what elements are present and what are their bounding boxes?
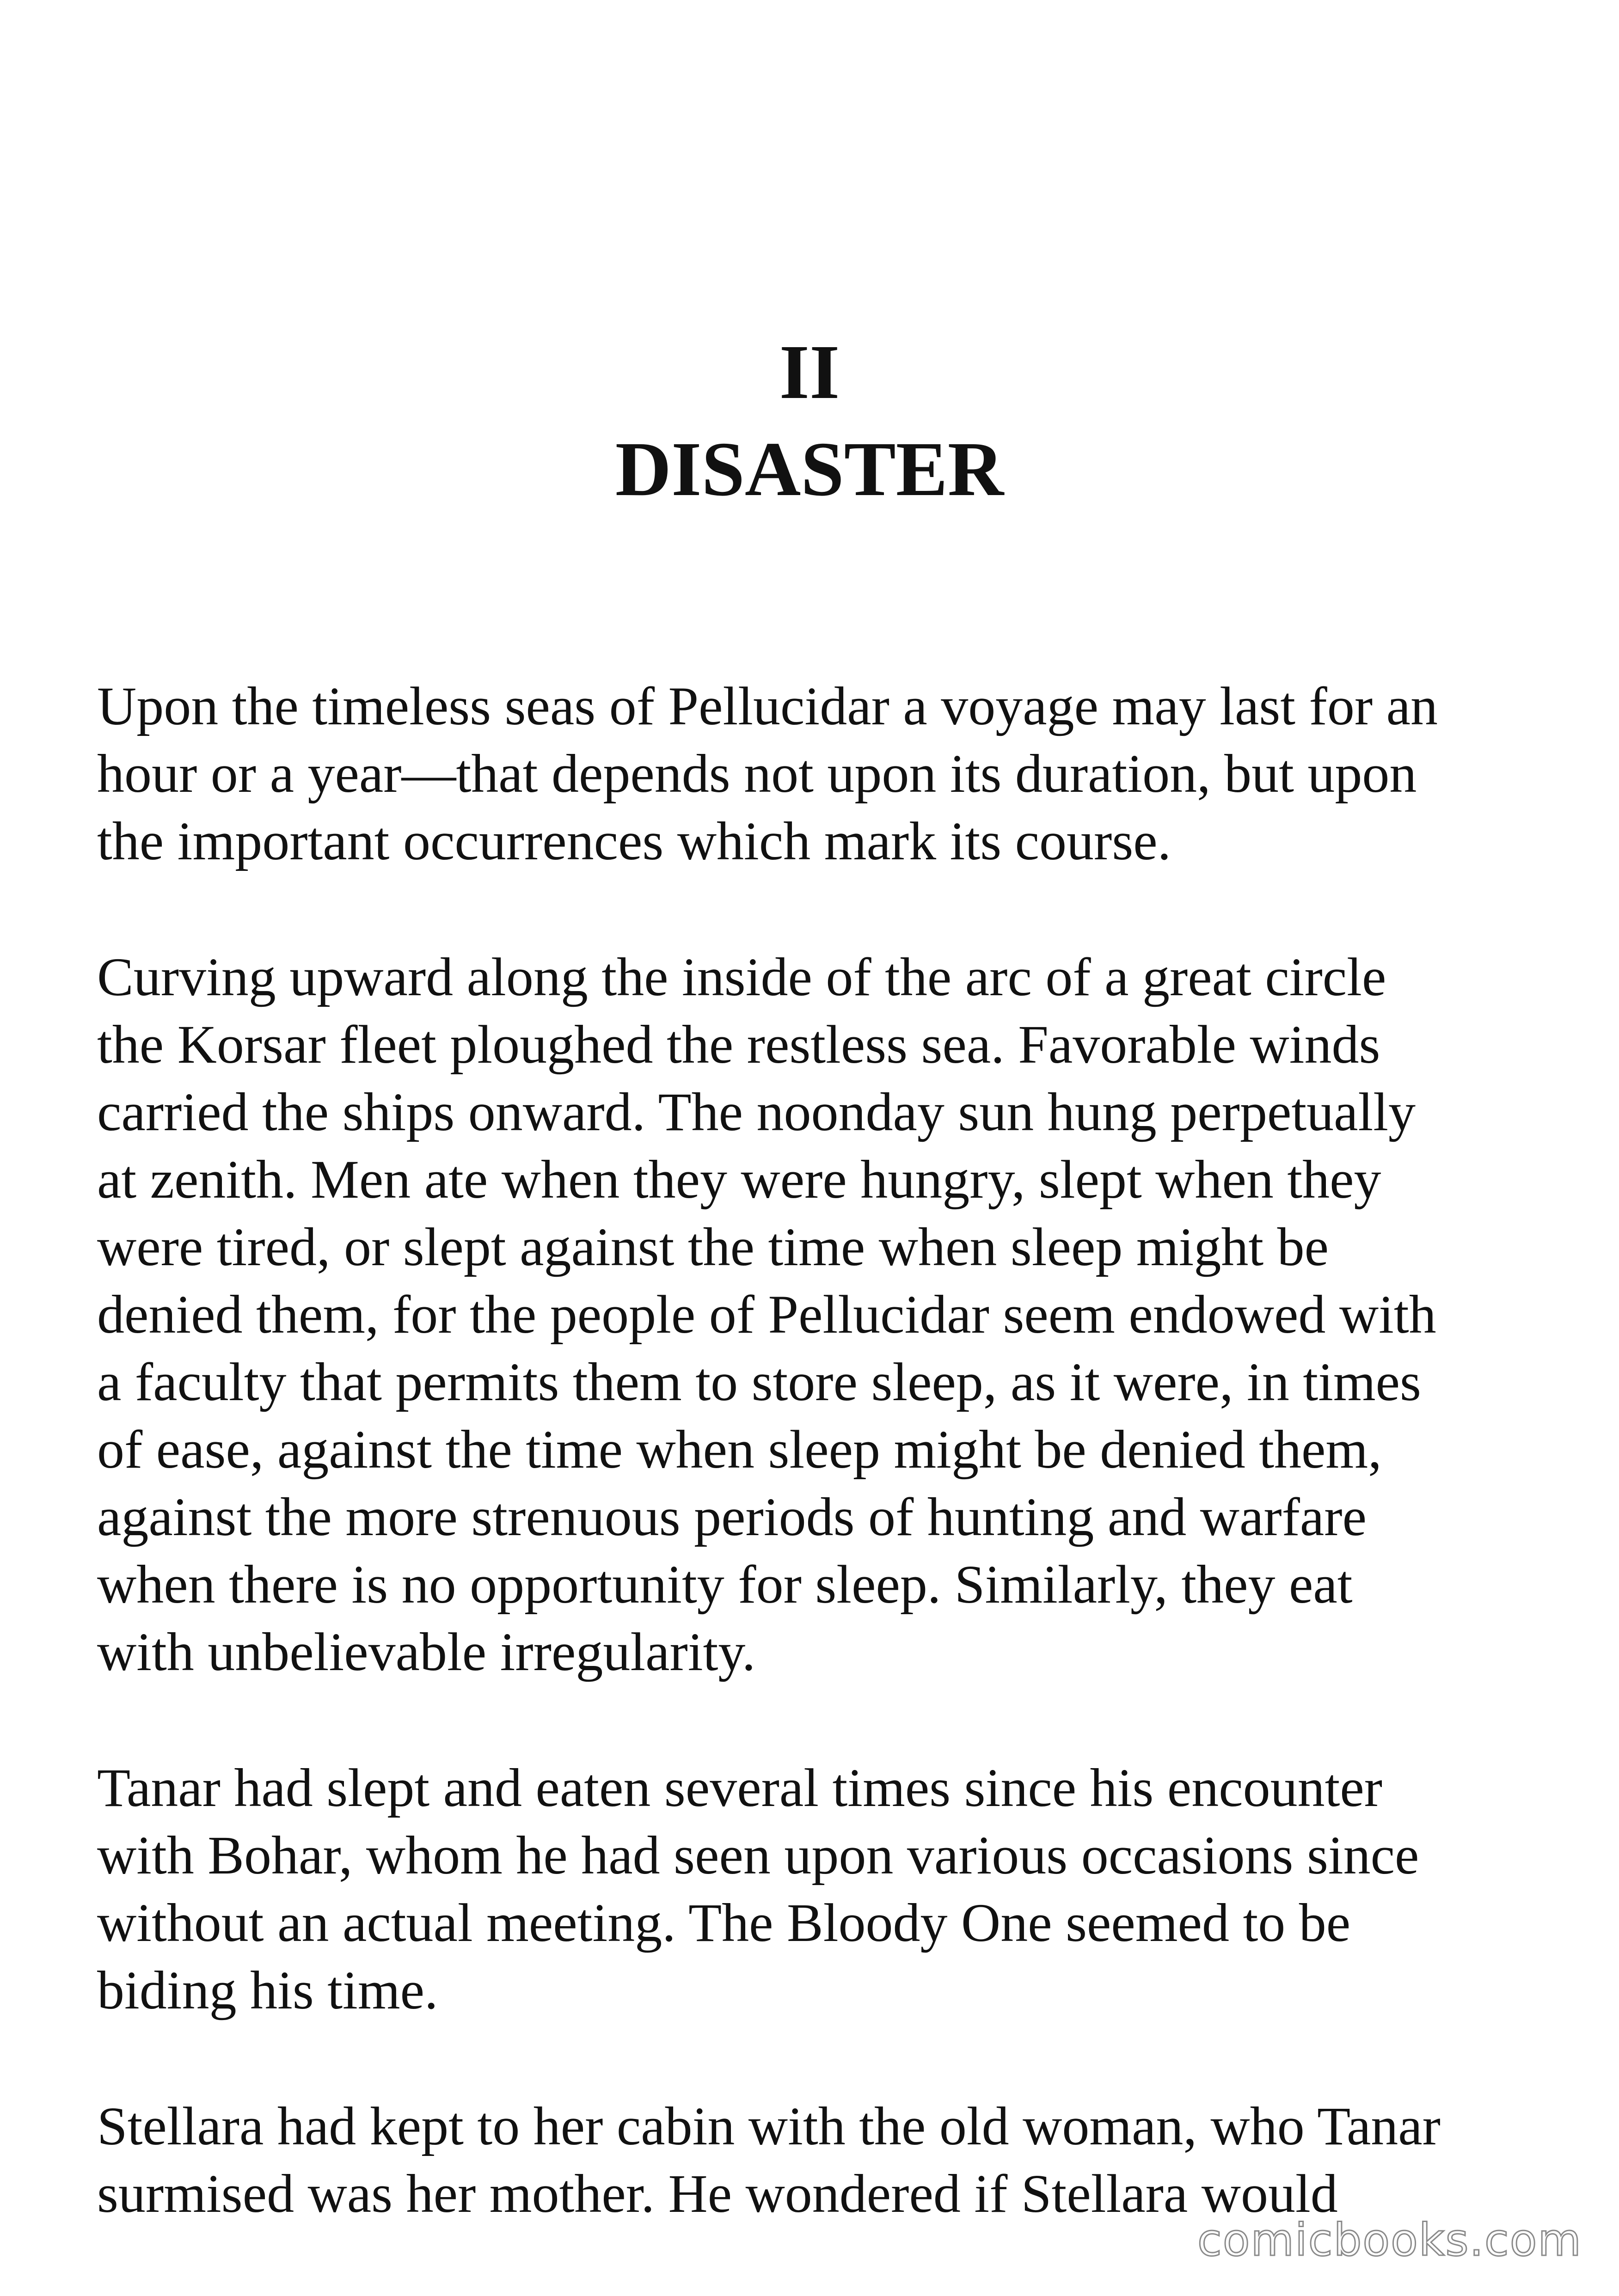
chapter-title: DISASTER (615, 426, 1004, 512)
text-line: at zenith. Men ate when they were hungry, slept when they (97, 1149, 1381, 1210)
chapter-number: II (779, 329, 840, 415)
text-line: Stellara had kept to her cabin with the old woman, who Tanar (97, 2096, 1441, 2156)
text-line: denied them, for the people of Pellucidar seem endowed with (97, 1284, 1436, 1345)
paragraph-4 (97, 2093, 1549, 2228)
text-line: biding his time. (97, 1960, 438, 2020)
text-line: when there is no opportunity for sleep. Similarly, they eat (97, 1554, 1353, 1615)
text-line: carried the ships onward. The noonday sun hung perpetually (97, 1082, 1416, 1142)
body-text (97, 673, 1549, 2296)
paragraph-1 (97, 673, 1549, 875)
text-line: Curving upward along the inside of the arc of a great circle (97, 947, 1386, 1007)
text-line: without an actual meeting. The Bloody One seemed to be (97, 1892, 1351, 1953)
text-line: of ease, against the time when sleep might be denied them, (97, 1419, 1382, 1480)
chapter-heading (0, 324, 1619, 518)
text-line: hour or a year—that depends not upon its duration, but upon (97, 743, 1417, 804)
text-line: the important occurrences which mark its course. (97, 811, 1171, 871)
text-line: the Korsar fleet ploughed the restless sea. Favorable winds (97, 1014, 1380, 1075)
text-line: Upon the timeless seas of Pellucidar a voyage may last for an (97, 676, 1438, 736)
text-line: with Bohar, whom he had seen upon various occasions since (97, 1825, 1419, 1886)
paragraph-3 (97, 1754, 1549, 2024)
text-line: were tired, or slept against the time when sleep might be (97, 1217, 1329, 1277)
paragraph-2 (97, 943, 1549, 1686)
text-line: with unbelievable irregularity. (97, 1622, 756, 1682)
watermark: comicbooks.com (1197, 2214, 1582, 2266)
text-line: surmised was her mother. He wondered if Stellara would (97, 2163, 1338, 2224)
text-line: Tanar had slept and eaten several times since his encounter (97, 1757, 1383, 1818)
text-line: against the more strenuous periods of hunting and warfare (97, 1487, 1367, 1547)
text-line: a faculty that permits them to store sleep, as it were, in times (97, 1352, 1421, 1412)
